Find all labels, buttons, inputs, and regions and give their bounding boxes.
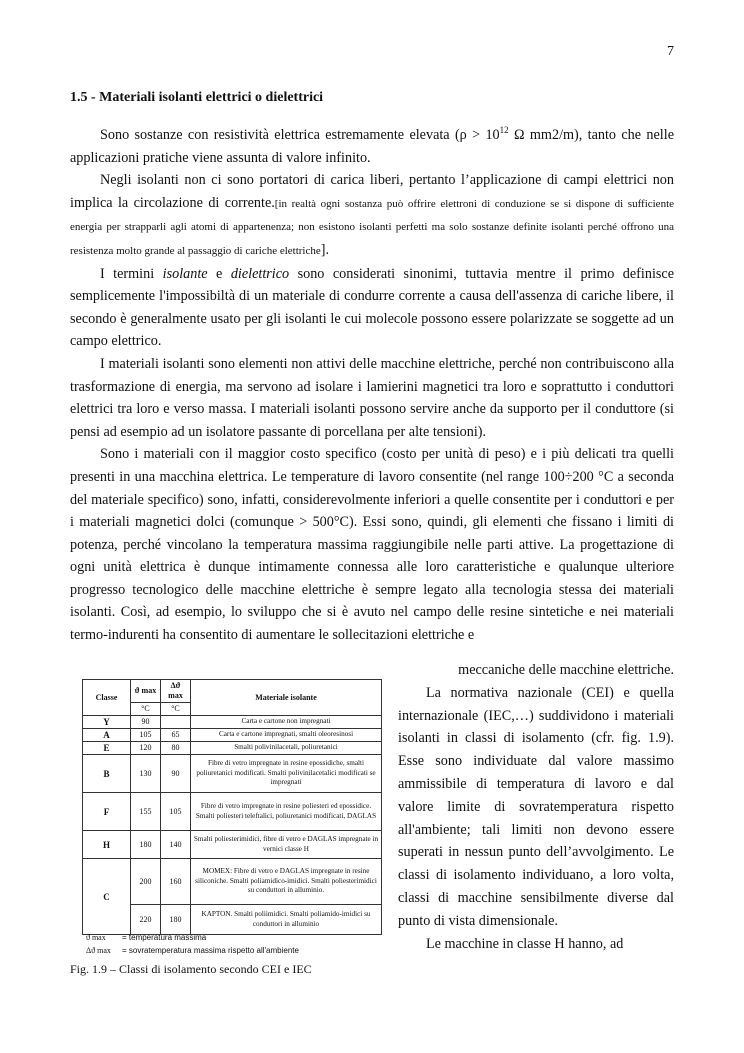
material-cell: Fibre di vetro impregnate in resine poliesteri ed epossidice. Smalti poliesteri teleftalici, poliuretanici modificati, DAGLAS xyxy=(191,793,382,831)
paragraph-2 xyxy=(70,169,674,262)
side-text xyxy=(398,659,674,955)
legend-item xyxy=(86,931,299,944)
tmax-cell: 220 xyxy=(131,905,161,935)
dtmax-cell: 65 xyxy=(161,729,191,742)
paragraph-1-text: Sono sostanze con resistività elettrica estremamente elevata (ρ > 10 xyxy=(100,127,500,143)
section-title: 1.5 - Materiali isolanti elettrici o dielettrici xyxy=(70,90,324,105)
class-cell: F xyxy=(83,793,131,831)
tmax-cell: 155 xyxy=(131,793,161,831)
dtmax-cell xyxy=(161,716,191,729)
side-line-1: meccaniche delle macchine elettriche. xyxy=(458,662,674,678)
material-cell: MOMEX: Fibre di vetro e DAGLAS impregnate in resine siliconiche. Smalti poliamidico-imidici. Smalti poliesterimidici su conduttori in alluminio. xyxy=(191,859,382,905)
term-dielettrico: dielettrico xyxy=(230,265,290,282)
paragraph-6: La normativa nazionale (CEI) e quella internazionale (IEC,…) suddividono i materiali isolanti in classi di isolamento (cfr. fig. 1.9). Esse sono individuate dal valore massimo ammissibile di temperatura di lavoro e dal valore limite di sovratemperatura rispetto all'ambiente; tali limiti non devono essere superati in nessun punto dell’avvolgimento. Le classi di isolamento individuano, a loro volta, classi di macchine sensibilmente diverse dal punto di vista dimensionale. xyxy=(398,684,674,929)
class-cell: H xyxy=(83,831,131,859)
material-cell: Smalti polivinilacetali, poliuretanici xyxy=(191,742,382,755)
dtmax-cell: 160 xyxy=(161,859,191,905)
material-cell: Smalti poliesterimidici, fibre di vetro e DAGLAS impregnate in vernici classe H xyxy=(191,831,382,859)
class-cell: B xyxy=(83,755,131,793)
legend-description: = sovratemperatura massima rispetto all'ambiente xyxy=(122,946,299,955)
unit-dtmax: °C xyxy=(161,703,191,716)
material-cell: Fibre di vetro impregnate in resine epossidiche, smalti poliuretanici modificati. Smalti polivinilacetalici modificati se impregnati xyxy=(191,755,382,793)
header-materiale: Materiale isolante xyxy=(191,680,382,716)
legend-item xyxy=(86,944,299,957)
table-legend xyxy=(86,931,299,957)
class-cell: A xyxy=(83,729,131,742)
header-dtmax: Δϑ max xyxy=(161,680,191,703)
paragraph-7: Le macchine in classe H hanno, ad xyxy=(426,935,624,952)
dtmax-cell: 180 xyxy=(161,905,191,935)
table-row xyxy=(83,859,382,905)
paragraph-2-note: [in realtà ogni sostanza può offrire elettroni di conduzione se si dispone di sufficiente energia per strapparli agli atomi di appartenenza; non esistono isolanti perfetti ma solo sostanze definite isolanti perché offrono una resistenza molto grande al passaggio di cariche elettriche xyxy=(70,197,675,257)
tmax-cell: 105 xyxy=(131,729,161,742)
paragraph-3 xyxy=(70,263,674,353)
class-cell: E xyxy=(83,742,131,755)
page-number: 7 xyxy=(667,44,674,59)
paragraph-3-rest: sono considerati sinonimi, tuttavia mentre il primo definisce semplicemente l'impossibiltà di un materiale di condurre corrente a causa dell'assenza di cariche libere, il secondo è generalmente usato per gli isolanti le cui molecole possono essere polarizzate se soggette ad un campo elettrico. xyxy=(70,265,674,350)
paragraph-1-text-end: Ω mm2/m), tanto che nelle applicazioni pratiche viene assunta di valore infinito. xyxy=(70,127,674,166)
class-cell: C xyxy=(83,859,131,935)
paragraph-2-end: ]. xyxy=(320,241,330,258)
legend-symbol: ϑ max xyxy=(86,933,106,942)
table-row xyxy=(83,793,382,831)
header-classe: Classe xyxy=(83,680,131,716)
tmax-cell: 180 xyxy=(131,831,161,859)
body-text xyxy=(70,124,674,647)
paragraph-3-conj: e xyxy=(207,265,231,282)
table-row xyxy=(83,729,382,742)
material-cell: KAPTON. Smalti poliimidici. Smalti poliamido-imidici su conduttori in alluminio xyxy=(191,905,382,935)
paragraph-3-text: I termini xyxy=(100,265,163,282)
tmax-cell: 120 xyxy=(131,742,161,755)
material-cell: Carta e cartone impregnati, smalti oleoresinosi xyxy=(191,729,382,742)
table-row xyxy=(83,831,382,859)
dtmax-cell: 140 xyxy=(161,831,191,859)
figure-caption: Fig. 1.9 – Classi di isolamento secondo CEI e IEC xyxy=(70,962,312,976)
paragraph-1 xyxy=(70,124,674,169)
table-row xyxy=(83,716,382,729)
paragraph-5: Sono i materiali con il maggior costo specifico (costo per unità di peso) e i più delicati tra quelli presenti in una macchina elettrica. Le temperature di lavoro consentite (nel range 100÷200 °C a seconda del materiale specifico) sono, infatti, considerevolmente inferiori a quelle consentite per i conduttori e per i materiali magnetici dolci (comunque > 500°C). Essi sono, quindi, gli elementi che fissano i limiti di potenza, perché vincolano la temperatura massima raggiungibile nelle parti attive. La progettazione di ogni unità elettrica è dunque intimamente connessa alle loro caratteristiche e qualunque ulteriore progresso tecnologico delle macchine elettriche è sempre legato alla tecnologia stessa dei materiali isolanti. Così, ad esempio, lo sviluppo che si è avuto nel campo delle resine sintetiche e nei materiali termo-indurenti ha consentito di aumentare le sollecitazioni elettriche e xyxy=(70,446,674,644)
tmax-cell: 90 xyxy=(131,716,161,729)
unit-tmax: °C xyxy=(131,703,161,716)
dtmax-cell: 80 xyxy=(161,742,191,755)
header-tmax: ϑ max xyxy=(131,680,161,703)
tmax-cell: 200 xyxy=(131,859,161,905)
paragraph-4: I materiali isolanti sono elementi non attivi delle macchine elettriche, perché non contribuiscono alla trasformazione di energia, ma servono ad isolare i lamierini magnetici tra loro e soprattutto i conduttori elettrici tra loro e verso massa. I materiali isolanti possono servire anche da supporto per il conduttore (si pensi ad esempio ad un isolatore passante di porcellana per alte tensioni). xyxy=(70,355,674,440)
class-cell: Y xyxy=(83,716,131,729)
table-header-row xyxy=(83,680,382,703)
legend-description: = temperatura massima xyxy=(122,933,207,942)
exponent: 12 xyxy=(499,125,509,135)
tmax-cell: 130 xyxy=(131,755,161,793)
insulation-class-table xyxy=(82,679,382,935)
dtmax-cell: 90 xyxy=(161,755,191,793)
paragraph-2-text: Negli isolanti non ci sono portatori di carica liberi, pertanto l’applicazione di campi elettrici non implica la circolazione di corrente. xyxy=(70,172,674,211)
table-row xyxy=(83,742,382,755)
dtmax-cell: 105 xyxy=(161,793,191,831)
table-row xyxy=(83,755,382,793)
legend-symbol: Δϑ max xyxy=(86,946,111,955)
material-cell: Carta e cartone non impregnati xyxy=(191,716,382,729)
term-isolante: isolante xyxy=(162,265,208,282)
